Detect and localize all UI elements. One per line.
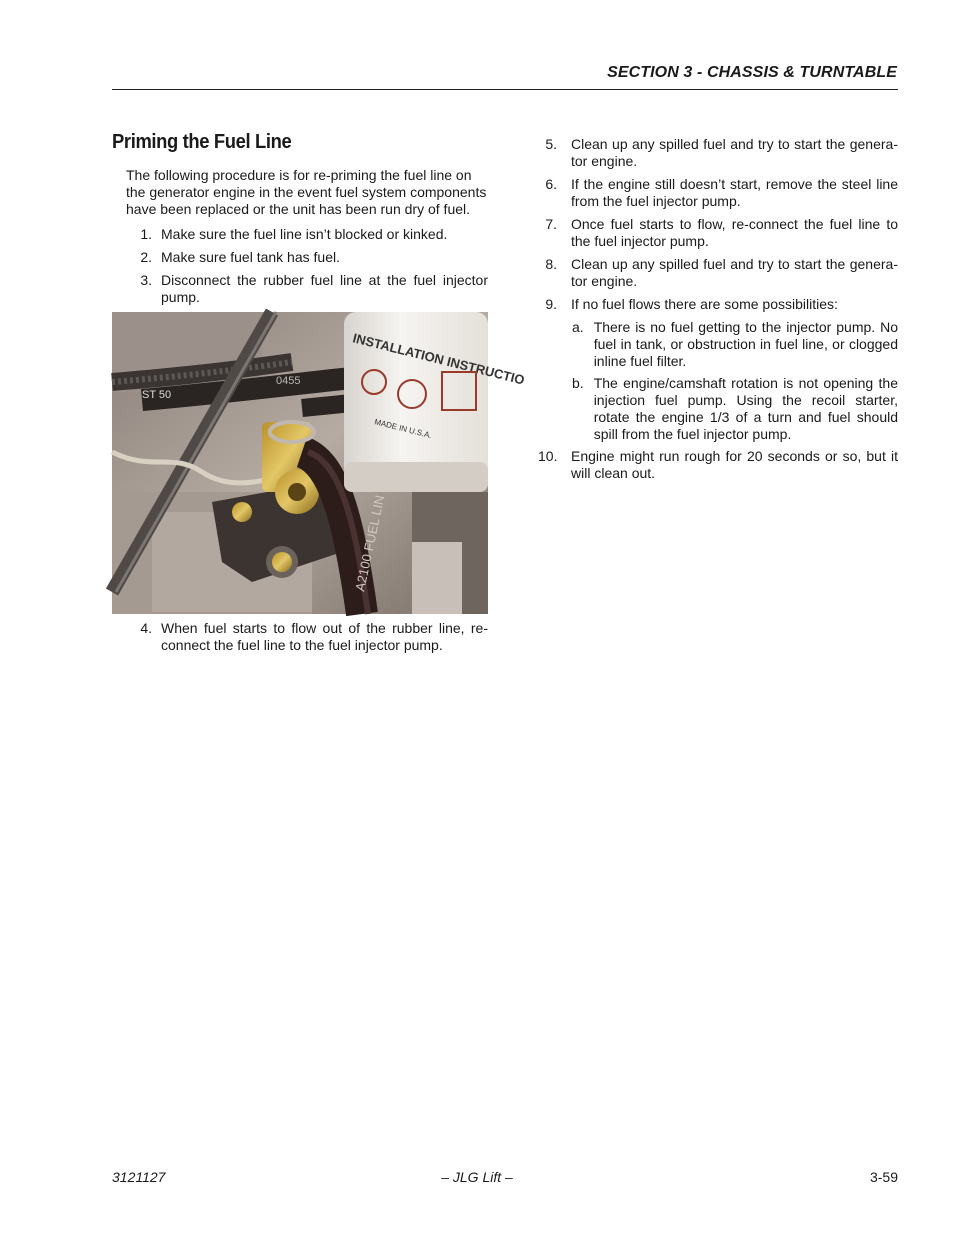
step-10 xyxy=(538,448,898,482)
svg-text:ST 50: ST 50 xyxy=(142,389,172,401)
header-divider xyxy=(112,89,898,90)
step-number: 4. xyxy=(140,620,152,636)
step-number: 1. xyxy=(140,226,152,242)
right-column xyxy=(538,136,898,488)
footer-publisher: – JLG Lift – xyxy=(441,1169,513,1185)
step-text: Make sure fuel tank has fuel. xyxy=(161,249,340,265)
substep-text: The engine/camshaft rotation is not opening the injection fuel pump. Using the recoil starter, rotate the engine 1/3 of a turn and fuel should spill from the fuel injector pump. xyxy=(593,375,898,442)
svg-text:0455: 0455 xyxy=(276,375,301,387)
step-9 xyxy=(538,296,898,313)
substep-b xyxy=(538,375,898,443)
svg-text:INSTALLATION INSTRUCTIO: INSTALLATION INSTRUCTIO xyxy=(351,330,527,388)
step-text: If the engine still doesn’t start, remove the steel line from the fuel injector pump. xyxy=(571,176,898,209)
section-title: SECTION 3 - CHASSIS & TURNTABLE xyxy=(607,64,897,81)
intro-paragraph: The following procedure is for re-priming the fuel line on the generator engine in the event fuel system components have been replaced or the unit has been run dry of fuel. xyxy=(126,167,487,217)
footer-page-number: 3-59 xyxy=(869,1169,898,1185)
fuel-injector-photo xyxy=(112,312,527,614)
step-text: Disconnect the rubber fuel line at the fuel injector pump. xyxy=(161,272,488,305)
step-number: 2. xyxy=(140,249,152,265)
step-number: 8. xyxy=(545,256,557,272)
step-3 xyxy=(112,272,488,306)
step-number: 7. xyxy=(545,216,557,232)
step-7 xyxy=(538,216,898,250)
step-5 xyxy=(538,136,898,170)
step-2 xyxy=(112,249,488,266)
step-number: 6. xyxy=(545,176,557,192)
svg-text:A2100 FUEL LIN: A2100 FUEL LIN xyxy=(352,493,388,593)
step-8 xyxy=(538,256,898,290)
step-text: Once fuel starts to flow, re-connect the fuel line to the fuel injector pump. xyxy=(571,216,898,249)
step-number: 9. xyxy=(545,296,557,312)
step-text: Engine might run rough for 20 seconds or so, but it will clean out. xyxy=(571,448,898,481)
step-text: Clean up any spilled fuel and try to start the genera-tor engine. xyxy=(571,256,898,289)
step-number: 3. xyxy=(140,272,152,288)
step-text: If no fuel flows there are some possibilities: xyxy=(571,296,838,312)
substep-letter: a. xyxy=(572,319,584,335)
footer-doc-number: 3121127 xyxy=(112,1169,166,1185)
page-heading: Priming the Fuel Line xyxy=(112,131,292,153)
step-6 xyxy=(538,176,898,210)
step-1 xyxy=(112,226,488,243)
step-text: Clean up any spilled fuel and try to start the genera-tor engine. xyxy=(571,136,898,169)
substep-a xyxy=(538,319,898,370)
step-text: Make sure the fuel line isn’t blocked or kinked. xyxy=(161,226,448,242)
substep-text: There is no fuel getting to the injector pump. No fuel in tank, or obstruction in fuel line, or clogged inline fuel filter. xyxy=(593,319,898,369)
svg-text:MADE IN U.S.A.: MADE IN U.S.A. xyxy=(373,417,433,441)
step-number: 10. xyxy=(538,448,558,464)
step-text: When fuel starts to flow out of the rubber line, re-connect the fuel line to the fuel injector pump. xyxy=(161,620,488,653)
left-column xyxy=(112,131,527,660)
step-4 xyxy=(112,620,488,654)
substep-letter: b. xyxy=(572,375,584,391)
step-number: 5. xyxy=(545,136,557,152)
